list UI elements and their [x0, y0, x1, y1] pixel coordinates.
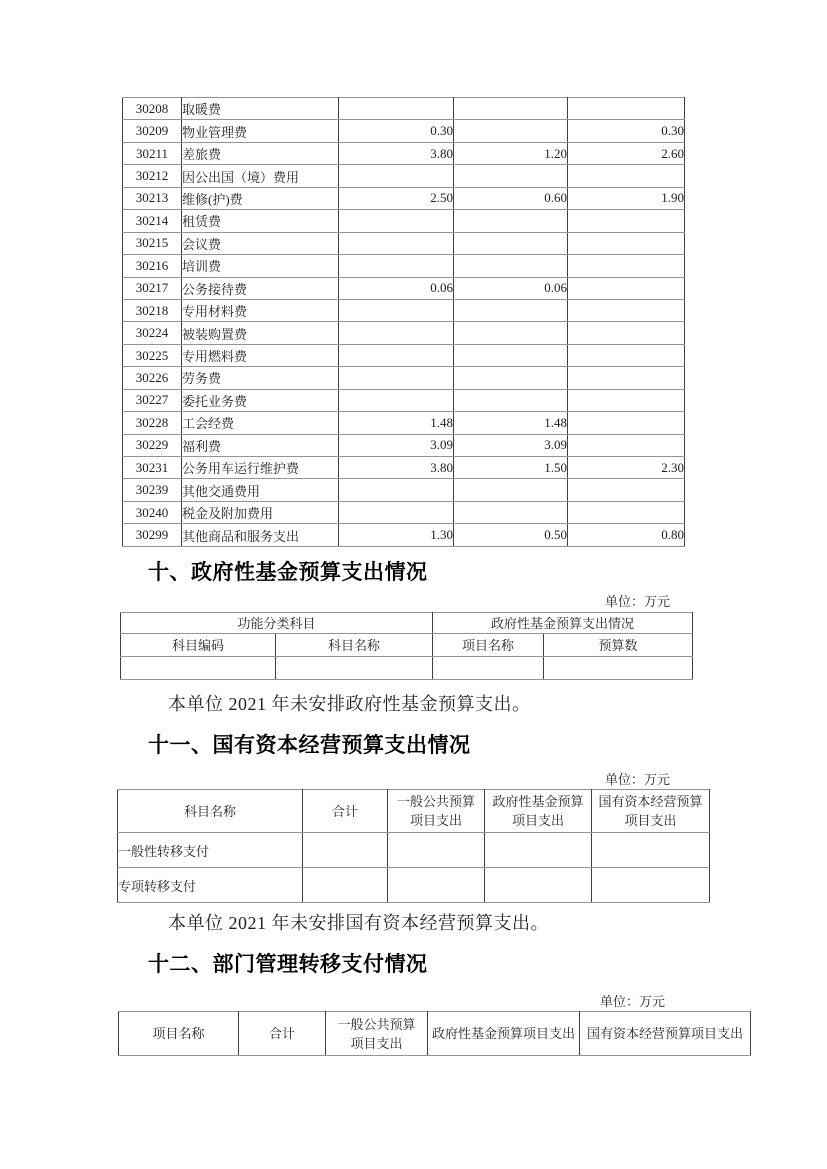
amount-col-2 [454, 210, 568, 232]
subject-code: 30227 [123, 389, 182, 411]
col-header-project-name: 项目名称 [433, 634, 544, 657]
amount-col-1: 2.50 [339, 187, 454, 209]
subject-name: 被装购置费 [182, 322, 339, 344]
subject-name: 税金及附加费用 [182, 501, 339, 523]
amount-col-3: 2.60 [568, 142, 685, 164]
table-row [123, 142, 685, 164]
table-row [123, 524, 685, 546]
amount-col-1: 0.06 [339, 277, 454, 299]
amount-col-2 [454, 255, 568, 277]
subject-code: 30217 [123, 277, 182, 299]
empty-cell [303, 833, 388, 868]
transfer-type-name: 专项转移支付 [118, 868, 303, 903]
amount-col-2 [454, 322, 568, 344]
amount-col-2 [454, 98, 568, 120]
table-row [123, 367, 685, 389]
subject-name: 物业管理费 [182, 120, 339, 142]
amount-col-1 [339, 210, 454, 232]
subject-code: 30213 [123, 187, 182, 209]
amount-col-1: 3.80 [339, 457, 454, 479]
table-row [123, 165, 685, 187]
group-header-function-class: 功能分类科目 [121, 613, 433, 634]
subject-name: 专用燃料费 [182, 344, 339, 366]
table-row [123, 120, 685, 142]
section-10-heading: 十、政府性基金预算支出情况 [148, 561, 428, 584]
amount-col-3 [568, 98, 685, 120]
empty-cell [544, 657, 693, 680]
table-row [123, 457, 685, 479]
amount-col-2: 0.50 [454, 524, 568, 546]
subject-code: 30239 [123, 479, 182, 501]
subject-name: 取暖费 [182, 98, 339, 120]
subject-code: 30225 [123, 344, 182, 366]
amount-col-1: 1.30 [339, 524, 454, 546]
table-row [118, 868, 710, 903]
amount-col-3 [568, 299, 685, 321]
amount-col-1 [339, 299, 454, 321]
subject-name: 其他交通费用 [182, 479, 339, 501]
amount-col-1 [339, 389, 454, 411]
subject-name: 差旅费 [182, 142, 339, 164]
empty-cell [485, 833, 592, 868]
amount-col-1 [339, 165, 454, 187]
subject-code: 30208 [123, 98, 182, 120]
amount-col-1 [339, 344, 454, 366]
table-row [123, 501, 685, 523]
amount-col-3 [568, 210, 685, 232]
amount-col-2 [454, 120, 568, 142]
amount-col-3 [568, 479, 685, 501]
amount-col-2 [454, 232, 568, 254]
table-header-row [119, 1012, 751, 1056]
amount-col-2: 1.50 [454, 457, 568, 479]
subject-name: 福利费 [182, 434, 339, 456]
table-row [123, 255, 685, 277]
empty-cell [388, 868, 485, 903]
col-header-total: 合计 [303, 790, 388, 833]
empty-cell [388, 833, 485, 868]
empty-cell [433, 657, 544, 680]
amount-col-1: 0.30 [339, 120, 454, 142]
subject-code: 30215 [123, 232, 182, 254]
amount-col-1 [339, 255, 454, 277]
subject-code: 30212 [123, 165, 182, 187]
empty-cell [592, 868, 710, 903]
amount-col-2: 0.60 [454, 187, 568, 209]
amount-col-1 [339, 501, 454, 523]
amount-col-3 [568, 277, 685, 299]
empty-cell [303, 868, 388, 903]
table-row [123, 479, 685, 501]
expense-breakdown-table [122, 97, 685, 547]
section-11-note: 本单位 2021 年未安排国有资本经营预算支出。 [168, 913, 549, 933]
empty-cell [592, 833, 710, 868]
subject-code: 30299 [123, 524, 182, 546]
subject-name: 其他商品和服务支出 [182, 524, 339, 546]
amount-col-3 [568, 412, 685, 434]
subject-name: 维修(护)费 [182, 187, 339, 209]
amount-col-3: 1.90 [568, 187, 685, 209]
subject-code: 30224 [123, 322, 182, 344]
subject-code: 30211 [123, 142, 182, 164]
amount-col-3 [568, 322, 685, 344]
table-row [123, 277, 685, 299]
subject-name: 公务接待费 [182, 277, 339, 299]
section-12-heading: 十二、部门管理转移支付情况 [148, 953, 428, 976]
section-10-note: 本单位 2021 年未安排政府性基金预算支出。 [168, 694, 531, 714]
amount-col-2: 1.20 [454, 142, 568, 164]
amount-col-3: 0.30 [568, 120, 685, 142]
subject-code: 30229 [123, 434, 182, 456]
amount-col-3: 0.80 [568, 524, 685, 546]
group-header-gov-fund: 政府性基金预算支出情况 [433, 613, 693, 634]
section-11-heading: 十一、国有资本经营预算支出情况 [148, 734, 471, 757]
table-row [123, 210, 685, 232]
table-row [123, 344, 685, 366]
col-header-subject-name: 科目名称 [118, 790, 303, 833]
table-header-row [118, 790, 710, 833]
amount-col-2 [454, 344, 568, 366]
subject-code: 30226 [123, 367, 182, 389]
amount-col-2 [454, 479, 568, 501]
amount-col-2: 1.48 [454, 412, 568, 434]
amount-col-3 [568, 165, 685, 187]
subject-code: 30240 [123, 501, 182, 523]
col-header-general-public-budget: 一般公共预算 项目支出 [326, 1012, 428, 1056]
amount-col-3 [568, 501, 685, 523]
amount-col-1 [339, 322, 454, 344]
subject-name: 因公出国（境）费用 [182, 165, 339, 187]
subject-name: 会议费 [182, 232, 339, 254]
subject-name: 专用材料费 [182, 299, 339, 321]
amount-col-2 [454, 299, 568, 321]
section-11-unit-label: 单位：万元 [604, 772, 670, 787]
subject-name: 工会经费 [182, 412, 339, 434]
col-header-gov-fund-budget: 政府性基金预算项目支出 [428, 1012, 580, 1056]
transfer-type-name: 一般性转移支付 [118, 833, 303, 868]
subject-name: 公务用车运行维护费 [182, 457, 339, 479]
col-header-total: 合计 [239, 1012, 326, 1056]
state-capital-budget-table [117, 789, 710, 903]
amount-col-3 [568, 389, 685, 411]
department-transfer-table [118, 1011, 751, 1056]
transfer-rows-body [118, 833, 710, 903]
subject-code: 30209 [123, 120, 182, 142]
amount-col-1 [339, 232, 454, 254]
amount-col-3 [568, 255, 685, 277]
section-10-unit-label: 单位：万元 [604, 594, 670, 609]
table-row [123, 412, 685, 434]
col-header-subject-code: 科目编码 [121, 634, 276, 657]
amount-col-2 [454, 367, 568, 389]
empty-cell [485, 868, 592, 903]
amount-col-3 [568, 344, 685, 366]
amount-col-3 [568, 232, 685, 254]
col-header-budget-amount: 预算数 [544, 634, 693, 657]
subject-code: 30231 [123, 457, 182, 479]
amount-col-3: 2.30 [568, 457, 685, 479]
table-row [123, 299, 685, 321]
amount-col-2: 3.09 [454, 434, 568, 456]
table-row [118, 833, 710, 868]
amount-col-1 [339, 98, 454, 120]
empty-cell [276, 657, 433, 680]
subject-name: 委托业务费 [182, 389, 339, 411]
amount-col-2 [454, 501, 568, 523]
subject-name: 租赁费 [182, 210, 339, 232]
amount-col-1: 1.48 [339, 412, 454, 434]
col-header-project-name: 项目名称 [119, 1012, 239, 1056]
table-row [121, 613, 693, 634]
table-row [121, 634, 693, 657]
col-header-state-capital-budget: 国有资本经营预算项目支出 [580, 1012, 751, 1056]
subject-code: 30214 [123, 210, 182, 232]
col-header-gov-fund-budget: 政府性基金预算 项目支出 [485, 790, 592, 833]
table-row [123, 322, 685, 344]
gov-fund-budget-table [120, 612, 693, 680]
col-header-subject-name: 科目名称 [276, 634, 433, 657]
amount-col-1: 3.09 [339, 434, 454, 456]
table-row [123, 232, 685, 254]
amount-col-3 [568, 434, 685, 456]
empty-cell [121, 657, 276, 680]
section-12-unit-label: 单位：万元 [599, 994, 665, 1009]
subject-code: 30218 [123, 299, 182, 321]
table-row [123, 434, 685, 456]
table-row [123, 98, 685, 120]
amount-col-3 [568, 367, 685, 389]
table-row [121, 657, 693, 680]
subject-code: 30216 [123, 255, 182, 277]
col-header-general-public-budget: 一般公共预算 项目支出 [388, 790, 485, 833]
amount-col-2: 0.06 [454, 277, 568, 299]
expense-table-body [123, 98, 685, 547]
amount-col-1 [339, 479, 454, 501]
amount-col-2 [454, 389, 568, 411]
col-header-state-capital-budget: 国有资本经营预算 项目支出 [592, 790, 710, 833]
subject-code: 30228 [123, 412, 182, 434]
table-row [123, 187, 685, 209]
subject-name: 培训费 [182, 255, 339, 277]
subject-name: 劳务费 [182, 367, 339, 389]
amount-col-1 [339, 367, 454, 389]
table-row [123, 389, 685, 411]
amount-col-1: 3.80 [339, 142, 454, 164]
amount-col-2 [454, 165, 568, 187]
